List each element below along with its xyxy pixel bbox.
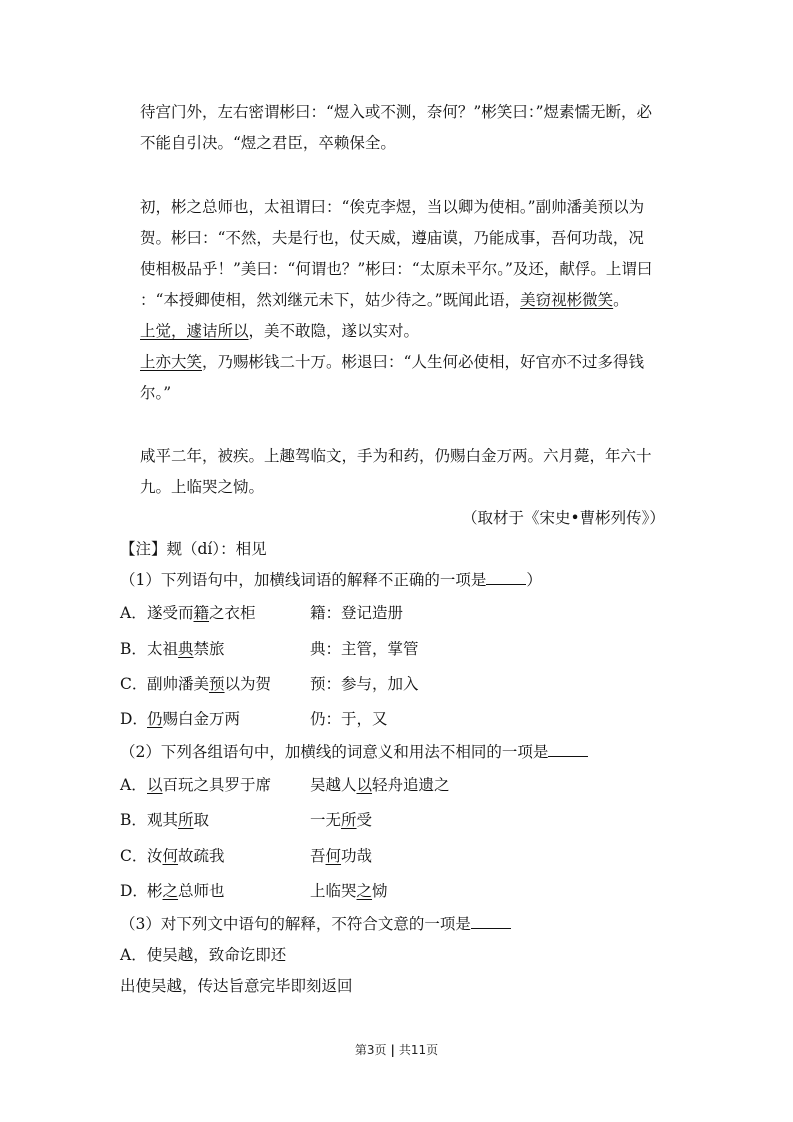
passage-line: [140, 321, 419, 341]
passage-text: ，美不敢隐，遂以实对。: [248, 322, 420, 340]
question-3-stem: [120, 914, 511, 934]
underlined-word: 何: [325, 847, 342, 865]
page-total: 共11页: [398, 1043, 439, 1057]
option-explanation: 籍：登记造册: [310, 604, 404, 622]
question-2-stem: [120, 742, 588, 762]
option-text: 太祖典禁旅: [147, 640, 225, 658]
underlined-word: 典: [178, 640, 194, 658]
question-text: （2）下列各组语句中，加横线的词意义和用法不相同的一项是: [120, 743, 549, 761]
option-compare-text: 吾何功哉: [310, 847, 373, 865]
q3-option-a[interactable]: A．使吴越，致命讫即还: [120, 946, 287, 964]
passage-line: 使相极品乎！”美曰：“何谓也？”彬曰：“太原未平尔。”及还，献俘。上谓曰: [140, 260, 653, 278]
passage-line: 咸平二年，被疾。上趣驾临文，手为和药，仍赐白金万两。六月薨，年六十: [140, 447, 652, 465]
option-text: 观其所取: [147, 811, 210, 829]
option-text: 汝何故疏我: [147, 847, 225, 865]
answer-blank[interactable]: [548, 742, 588, 757]
option-explanation: 仍：于，又: [310, 710, 388, 728]
passage-line: 尔。”: [140, 384, 172, 402]
passage-line: 不能自引决。“煜之君臣，卒赖保全。: [140, 134, 396, 152]
underlined-sentence: 美窃视彬微笑: [520, 291, 614, 309]
option-compare-text: 一无所受: [310, 811, 373, 829]
option-label: B．: [120, 811, 147, 829]
underlined-word: 籍: [193, 604, 210, 622]
annotation-note: 【注】觌（dí）：相见: [120, 540, 267, 558]
option-text: 彬之总师也: [147, 882, 225, 900]
passage-line: 待宫门外，左右密谓彬曰：“煜入或不测，奈何？”彬笑曰：”煜素懦无断，必: [140, 103, 653, 121]
question-text: （3）对下列文中语句的解释，不符合文意的一项是: [120, 915, 471, 933]
option-label: D．: [120, 710, 148, 728]
underlined-word: 所: [178, 811, 194, 829]
option-text: 以百玩之具罗于席: [147, 776, 272, 794]
underlined-word: 预: [209, 675, 225, 693]
page-footer: [0, 1041, 793, 1058]
option-compare-text: 吴越人以轻舟追遗之: [310, 776, 450, 794]
option-text: 副帅潘美预以为贺: [147, 675, 272, 693]
passage-text: 。: [613, 291, 629, 309]
underlined-word: 仍: [147, 710, 163, 728]
q3-option-a-explanation: 出使吴越，传达旨意完毕即刻返回: [120, 977, 353, 995]
passage-line: 初，彬之总师也，太祖谓曰：“俟克李煜，当以卿为使相。”副帅潘美预以为: [140, 198, 645, 216]
underlined-word: 以: [147, 776, 163, 794]
option-label: C．: [120, 675, 148, 693]
option-text: 仍赐白金万两: [147, 710, 241, 728]
question-text: ）: [526, 571, 542, 589]
page-number: 第3页: [354, 1043, 387, 1057]
underlined-word: 以: [356, 776, 373, 794]
underlined-word: 所: [341, 811, 357, 829]
option-label: C．: [120, 847, 148, 865]
passage-line: 贺。彬曰：“不然，夫是行也，仗天威，遵庙谟，乃能成事，吾何功哉，况: [140, 229, 644, 247]
option-compare-text: 上临哭之恸: [310, 882, 388, 900]
underlined-word: 之: [356, 882, 373, 900]
underlined-sentence: 上亦大笑: [140, 353, 203, 371]
passage-text: ，乃赐彬钱二十万。彬退曰：“人生何必使相，好官亦不过多得钱: [202, 353, 644, 371]
underlined-sentence: 上觉，遽诘所以: [140, 322, 249, 340]
option-label: A．: [120, 776, 147, 794]
answer-blank[interactable]: [471, 914, 511, 929]
option-label: A．: [120, 604, 147, 622]
question-text: （1）下列语句中，加横线词语的解释不正确的一项是: [120, 571, 487, 589]
option-explanation: 预：参与，加入: [310, 675, 419, 693]
passage-line: 九。上临哭之恸。: [140, 478, 265, 496]
passage-text: ：“本授卿使相，然刘继元未下，姑少待之。”既闻此语，: [140, 291, 521, 309]
answer-blank[interactable]: [486, 570, 526, 585]
source-citation: （取材于《宋史•曹彬列传》）: [462, 509, 665, 527]
option-label: B．: [120, 640, 147, 658]
passage-line: [140, 352, 644, 372]
footer-separator: |: [390, 1043, 395, 1057]
underlined-word: 何: [162, 847, 179, 865]
passage-line: [140, 290, 629, 310]
option-explanation: 典：主管，掌管: [310, 640, 419, 658]
question-1-stem: [120, 570, 542, 590]
option-text: 遂受而籍之衣柜: [147, 604, 256, 622]
underlined-word: 之: [162, 882, 179, 900]
option-label: D．: [120, 882, 148, 900]
